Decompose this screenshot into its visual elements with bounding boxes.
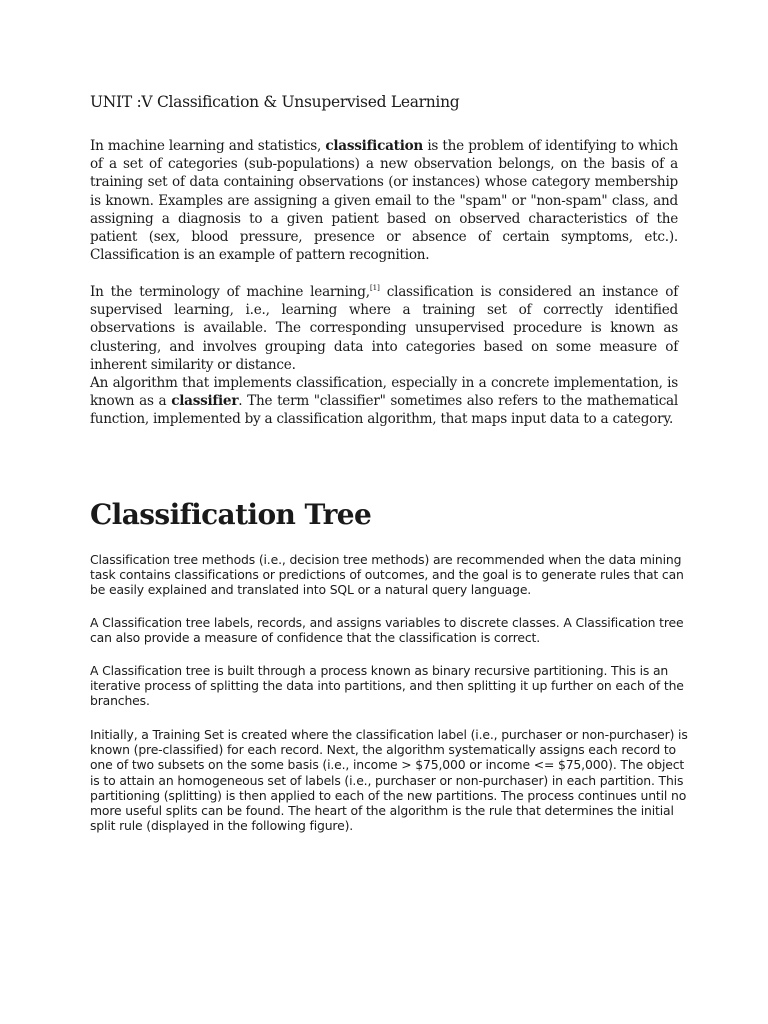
text-run: In the terminology of machine learning, [90, 284, 370, 300]
text-run: An algorithm that implements classification, especially in a concrete implementation, is known as a [90, 375, 678, 410]
section-paragraph: Classification tree methods (i.e., decision tree methods) are recommended when the data mining task contains classifications or predictions of outcomes, and the goal is to generate rules that can be easily explained and translated into SQL or a natural query language. [90, 552, 684, 598]
bold-term-classifier: classifier [171, 393, 239, 410]
unit-title: UNIT :V Classification & Unsupervised Learning [90, 93, 460, 111]
intro-paragraph-classifier [90, 374, 678, 429]
text-run: In machine learning and statistics, [90, 138, 326, 154]
text-run: is the problem of identifying to which of a set of categories (sub-populations) a new observation belongs, on the basis of a training set of data containing observations (or instances) whose category membership is known. Examples are assigning a given email to the "spam" or "non-spam" class, and assigning a diagnosis to a given patient based on observed characteristics of the patient (sex, blood pressure, presence or absence of certain symptoms, etc.). Classification is an example of pattern recognition. [90, 138, 678, 264]
text-run: . The term "classifier" sometimes also refers to the mathematical function, implemented by a classification algorithm, that maps input data to a category. [90, 393, 679, 428]
section-heading: Classification Tree [90, 498, 372, 531]
intro-paragraph-terminology [90, 283, 678, 374]
section-paragraph: Initially, a Training Set is created where the classification label (i.e., purchaser or non-purchaser) is known (pre-classified) for each record. Next, the algorithm systematically assigns each record to one of two subsets on the some basis (i.e., income > $75,000 or income <= $75,000). The object is to attain an homogeneous set of labels (i.e., purchaser or non-purchaser) in each partition. This partitioning (splitting) is then applied to each of the new partitions. The process continues until no more useful splits can be found. The heart of the algorithm is the rule that determines the initial split rule (displayed in the following figure). [90, 727, 688, 834]
text-run: classification is considered an instance of supervised learning, i.e., learning where a training set of correctly identified observations is available. The corresponding unsupervised procedure is known as clustering, and involves grouping data into categories based on some measure of inherent similarity or distance. [90, 284, 678, 373]
intro-paragraph-classification [90, 137, 678, 264]
section-paragraph: A Classification tree labels, records, and assigns variables to discrete classes. A Classification tree can also provide a measure of confidence that the classification is correct. [90, 615, 684, 646]
section-paragraph: A Classification tree is built through a process known as binary recursive partitioning. This is an iterative process of splitting the data into partitions, and then splitting it up further on each of the branches. [90, 663, 684, 709]
bold-term-classification: classification [325, 138, 424, 154]
footnote-reference-link[interactable]: [1] [369, 283, 380, 292]
